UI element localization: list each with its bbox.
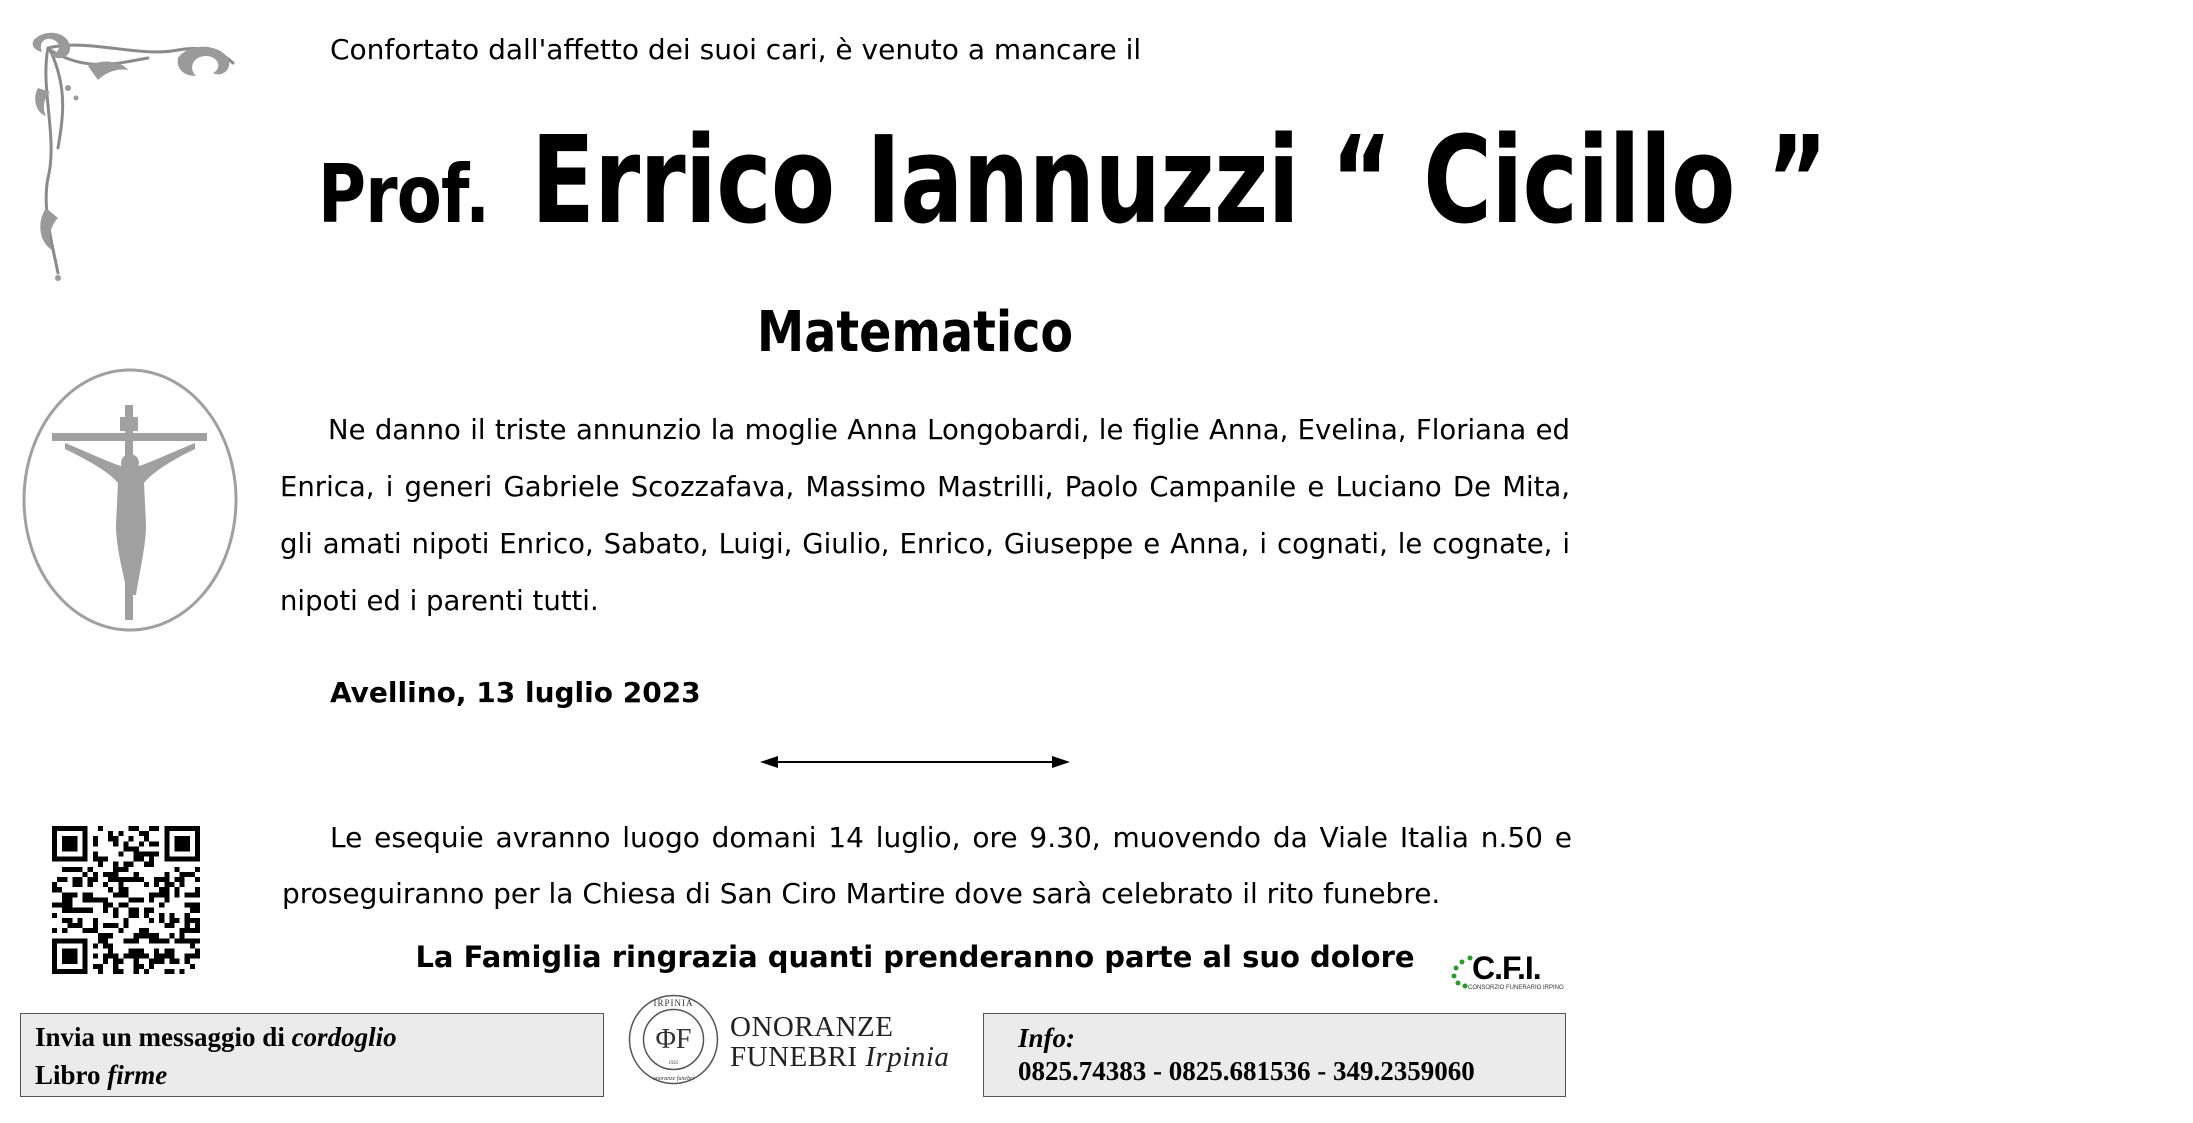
condolence-box[interactable] <box>20 1013 604 1097</box>
company-line-2 <box>730 1042 949 1072</box>
announcement-text: Ne danno il triste annunzio la moglie Anna Longobardi, le figlie Anna, Evelina, Floriana ed Enrica, i generi Gabriele Scozzafava, Massimo Mastrilli, Paolo Campanile e Luciano De Mita, gli amati nipoti Enrico, Sabato, Luigi, Giulio, Enrico, Giuseppe e Anna, i cognati, le cognate, i nipoti ed i parenti tutti. <box>280 414 1570 617</box>
phone-numbers[interactable]: 0825.74383 - 0825.681536 - 349.2359060 <box>1018 1056 1475 1086</box>
seal-year: 1925 <box>668 1061 679 1066</box>
svg-text:ΦF: ΦF <box>655 1024 692 1055</box>
company-line-2b: Irpinia <box>865 1041 950 1073</box>
deceased-title: Prof. <box>318 148 490 241</box>
double-arrow-divider <box>760 752 1070 772</box>
send-condolence-link[interactable] <box>35 1018 589 1056</box>
company-line-1: ONORANZE <box>730 1011 894 1043</box>
thanks-text: La Famiglia ringrazia quanti prenderanno parte al suo dolore <box>415 940 1415 974</box>
book-prefix: Libro <box>35 1060 101 1090</box>
company-line-2a: FUNEBRI <box>730 1041 858 1073</box>
company-name <box>730 1012 949 1072</box>
info-box <box>983 1013 1566 1097</box>
deceased-profession <box>0 300 1830 365</box>
condolence-italic: cordoglio <box>291 1022 397 1052</box>
profession-text: Matematico <box>756 300 1074 365</box>
funeral-info-text: Le esequie avranno luogo domani 14 luglio, ore 9.30, muovendo da Viale Italia n.50 e proseguiranno per la Chiesa di San Ciro Martire dove sarà celebrato il rito funebre. <box>282 821 1572 910</box>
info-label: Info: <box>1018 1023 1076 1053</box>
seal-top-text: IRPINIA <box>653 998 694 1008</box>
cfi-subtitle: CONSORZIO FUNERARIO IRPINO <box>1468 985 1564 991</box>
condolence-prefix: Invia un messaggio di <box>35 1022 285 1052</box>
deceased-name-line <box>318 112 1828 251</box>
seal-bottom-text: onoranze funebri <box>652 1076 695 1082</box>
guestbook-link[interactable] <box>35 1056 589 1094</box>
crucifix-icon <box>20 365 245 640</box>
deceased-name: Errico Iannuzzi “ Cicillo ” <box>531 112 1828 251</box>
cfi-logo-text: C.F.I. <box>1472 950 1541 986</box>
book-italic: firme <box>107 1060 168 1090</box>
place-date: Avellino, 13 luglio 2023 <box>330 676 701 709</box>
corner-ornament <box>28 28 243 283</box>
funeral-home-seal-icon <box>626 992 721 1087</box>
intro-text: Confortato dall'affetto dei suoi cari, è venuto a mancare il <box>330 33 1142 66</box>
